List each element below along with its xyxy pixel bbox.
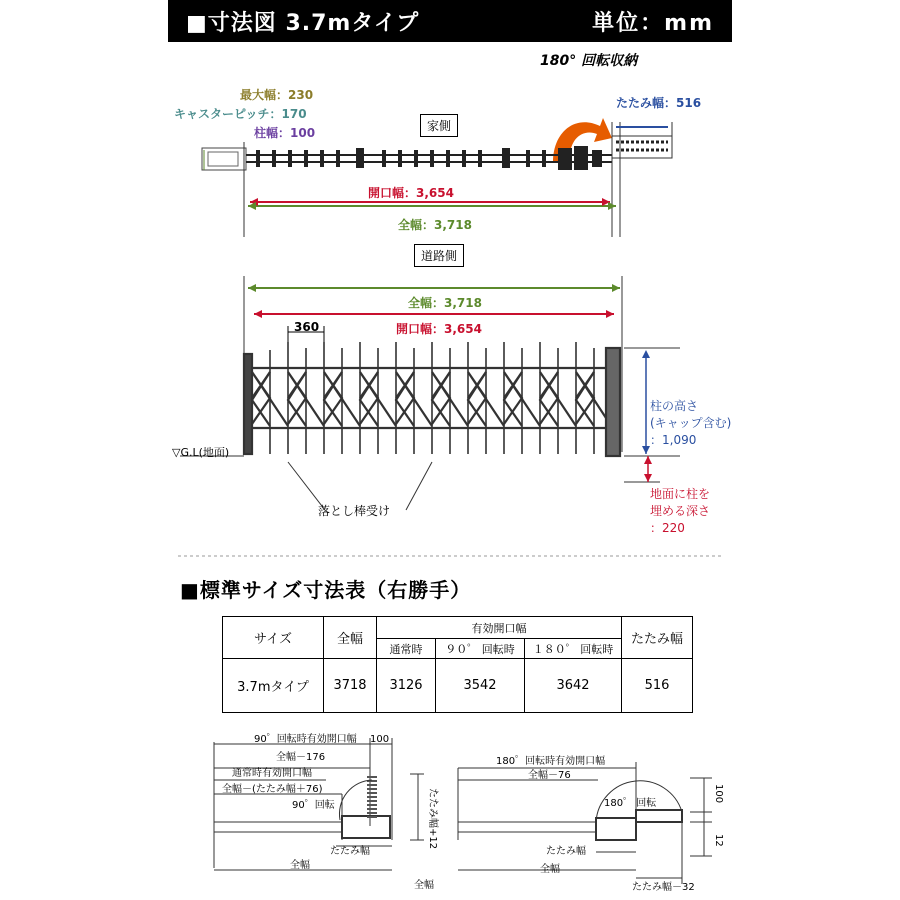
th-full: 全幅 bbox=[324, 617, 377, 659]
svg-text:全幅: 全幅 bbox=[290, 860, 310, 871]
svg-text:全幅－76: 全幅－76 bbox=[528, 770, 571, 781]
svg-text:100: 100 bbox=[713, 784, 724, 804]
svg-text:12: 12 bbox=[713, 834, 724, 847]
pitch-label: 360 bbox=[294, 320, 320, 334]
top-opening-width: 開口幅：3,654 bbox=[368, 186, 454, 200]
th-effective: 有効開口幅 bbox=[377, 617, 622, 639]
max-width-label: 最大幅：230 bbox=[240, 88, 314, 102]
table-title: ■標準サイズ寸法表（右勝手） bbox=[180, 578, 472, 602]
road-side-label: 道路側 bbox=[414, 244, 464, 267]
svg-text:たたみ幅: たたみ幅 bbox=[546, 846, 586, 857]
th-r180: １８０゜ 回転時 bbox=[525, 639, 622, 659]
post-height-label: 柱の高さ (キャップ含む) ：1,090 bbox=[650, 399, 732, 447]
front-opening-width: 開口幅：3,654 bbox=[396, 322, 482, 336]
svg-text:90゜回転: 90゜回転 bbox=[292, 800, 335, 811]
svg-text:たたみ幅+12: たたみ幅+12 bbox=[427, 788, 438, 850]
table-row: 3.7mタイプ 3718 3126 3542 3642 516 bbox=[223, 659, 693, 713]
rotation-label: 180° 回転収納 bbox=[540, 53, 638, 69]
svg-text:90゜回転時有効開口幅: 90゜回転時有効開口幅 bbox=[254, 734, 357, 745]
svg-text:100: 100 bbox=[370, 734, 390, 745]
th-r90: ９０゜ 回転時 bbox=[436, 639, 525, 659]
header-unit: 単位：mm bbox=[592, 11, 714, 36]
svg-text:たたみ幅: たたみ幅 bbox=[330, 846, 370, 857]
size-table bbox=[222, 616, 693, 713]
bottom-diagrams bbox=[0, 728, 900, 900]
header-bar bbox=[168, 0, 732, 42]
house-side-label: 家側 bbox=[420, 114, 458, 137]
ground-level-label: ▽G.L(地面) bbox=[172, 446, 230, 459]
svg-text:全幅－(たたみ幅＋76): 全幅－(たたみ幅＋76) bbox=[222, 784, 323, 795]
svg-text:180゜ 回転: 180゜ 回転 bbox=[604, 798, 657, 809]
svg-text:全幅: 全幅 bbox=[540, 864, 560, 875]
header-title: ■寸法図 3.7mタイプ bbox=[186, 11, 420, 36]
th-fold: たたみ幅 bbox=[622, 617, 693, 659]
svg-text:全幅－176: 全幅－176 bbox=[276, 752, 326, 763]
fold-width-label: たたみ幅：516 bbox=[616, 96, 702, 110]
bury-depth-label: 地面に柱を 埋める深さ ：220 bbox=[650, 487, 711, 535]
svg-text:全幅: 全幅 bbox=[414, 880, 434, 891]
svg-text:通常時有効開口幅: 通常時有効開口幅 bbox=[232, 768, 312, 779]
th-size: サイズ bbox=[223, 617, 324, 659]
th-normal: 通常時 bbox=[377, 639, 436, 659]
front-full-width: 全幅：3,718 bbox=[408, 296, 482, 310]
svg-text:たたみ幅－32: たたみ幅－32 bbox=[632, 882, 695, 893]
post-width-label: 柱幅：100 bbox=[254, 126, 316, 140]
top-full-width: 全幅：3,718 bbox=[398, 218, 472, 232]
front-gate-body bbox=[244, 342, 620, 456]
svg-text:180゜回転時有効開口幅: 180゜回転時有効開口幅 bbox=[496, 756, 606, 767]
top-gate-rail bbox=[202, 136, 672, 170]
drop-rod-label: 落とし棒受け bbox=[318, 504, 391, 518]
caster-pitch-label: キャスターピッチ：170 bbox=[174, 107, 307, 121]
